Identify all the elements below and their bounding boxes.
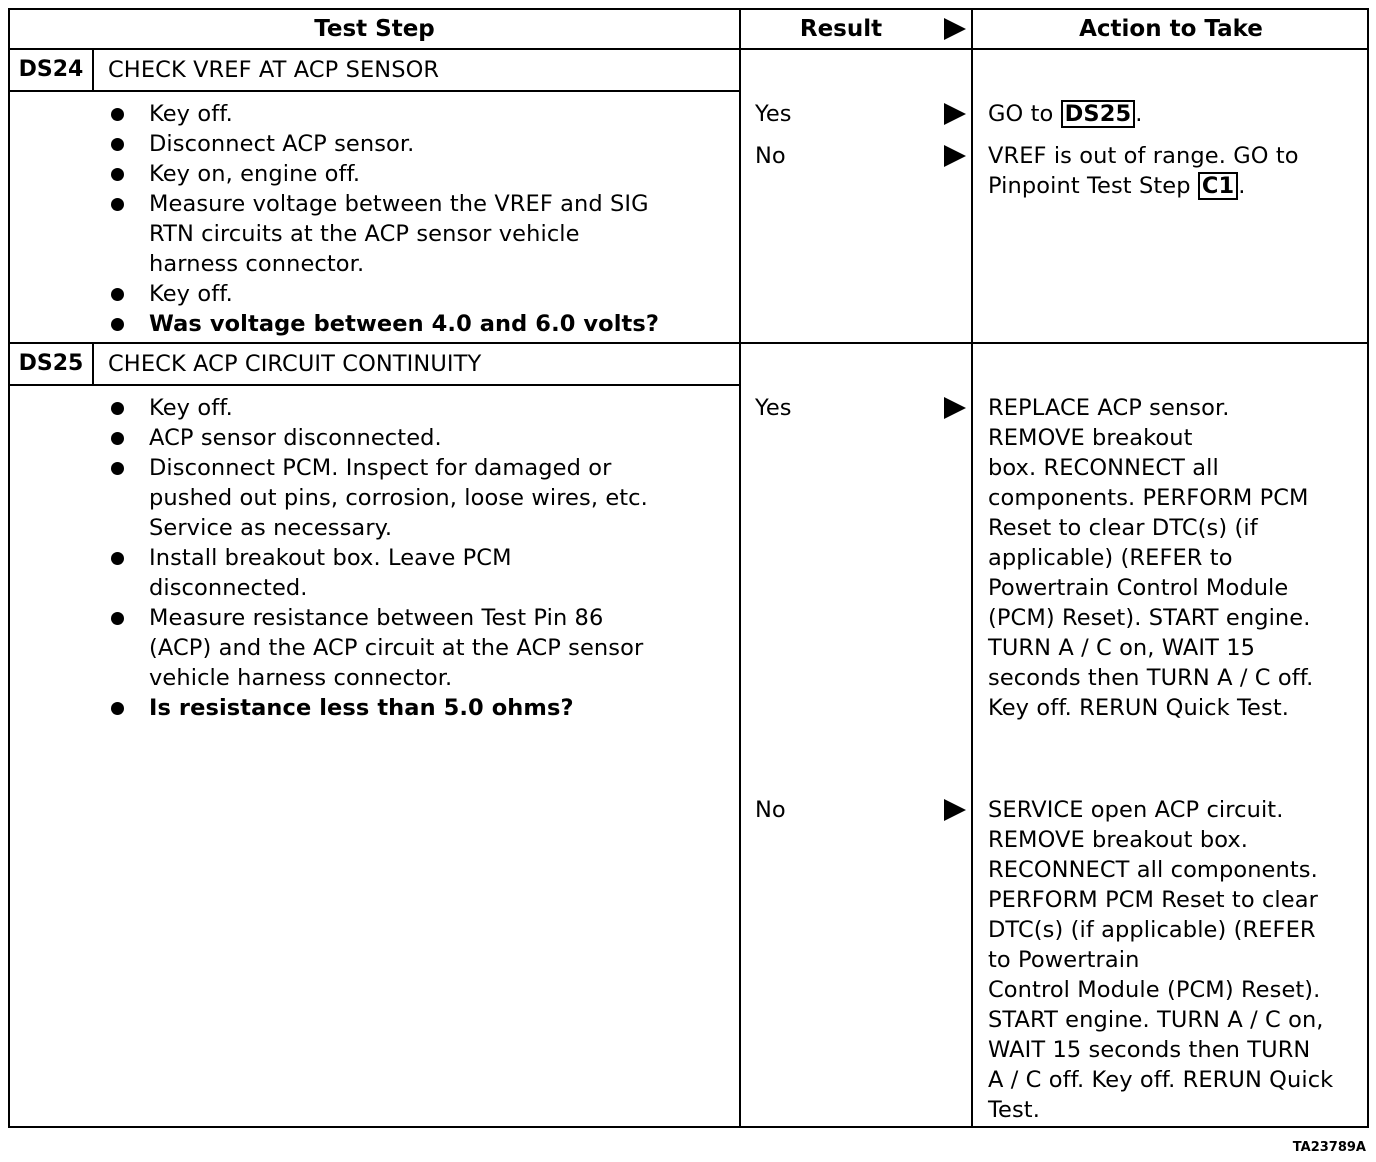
bullet-text: Disconnect PCM. Inspect for damaged or [149,455,612,481]
bullet-text: Key on, engine off. [149,161,361,187]
result-arrow-icon [944,799,966,821]
bullet-text: ACP sensor disconnected. [149,425,442,451]
bullet-icon [111,198,124,211]
action-text: REMOVE breakout [988,425,1193,451]
action-text: REPLACE ACP sensor. [988,395,1230,421]
bullet-icon [111,168,124,181]
result-label: No [755,143,786,169]
action-text: A / C off. Key off. RERUN Quick [988,1067,1334,1093]
bullet-icon [111,108,124,121]
bullet-text: Service as necessary. [149,515,393,541]
bullet-icon [111,432,124,445]
step-title-divider [10,384,739,386]
step-title: CHECK VREF AT ACP SENSOR [108,57,440,83]
step-divider [10,342,1367,344]
result-arrow-icon [944,397,966,419]
action-text: SERVICE open ACP circuit. [988,797,1284,823]
header-test-step: Test Step [314,16,435,42]
action-text: TURN A / C on, WAIT 15 [988,635,1256,661]
bullet-text: vehicle harness connector. [149,665,453,691]
bullet-text: (ACP) and the ACP circuit at the ACP sensor [149,635,644,661]
result-label: Yes [755,101,792,127]
bullet-text: Measure resistance between Test Pin 86 [149,605,604,631]
bullet-text: disconnected. [149,575,308,601]
action-text: Control Module (PCM) Reset). [988,977,1321,1003]
result-label: No [755,797,786,823]
action-text: (PCM) Reset). START engine. [988,605,1311,631]
action-text-part: Pinpoint Test Step [988,173,1198,199]
action-text: Key off. RERUN Quick Test. [988,695,1289,721]
bullet-icon [111,702,124,715]
figure-id: TA23789A [1292,1140,1366,1155]
action-text [988,99,1143,129]
bullet-text: Measure voltage between the VREF and SIG [149,191,649,217]
step-title-divider [10,90,739,92]
result-arrow-icon [944,145,966,167]
action-text: components. PERFORM PCM [988,485,1309,511]
result-label: Yes [755,395,792,421]
bullet-text: RTN circuits at the ACP sensor vehicle [149,221,580,247]
header-divider [10,48,1367,50]
bullet-icon [111,138,124,151]
bullet-text: harness connector. [149,251,365,277]
action-text: box. RECONNECT all [988,455,1219,481]
action-text: Reset to clear DTC(s) (if [988,515,1258,541]
action-text: REMOVE breakout box. [988,827,1249,853]
action-text [988,171,1246,201]
bullet-text: Install breakout box. Leave PCM [149,545,512,571]
action-text: seconds then TURN A / C off. [988,665,1314,691]
action-text: WAIT 15 seconds then TURN [988,1037,1311,1063]
bullet-text-question: Is resistance less than 5.0 ohms? [149,695,574,721]
header-action: Action to Take [1079,16,1263,42]
step-code: DS25 [18,351,84,376]
col-divider-result [739,10,741,1126]
header-result: Result [799,16,883,42]
bullet-text: Key off. [149,281,233,307]
bullet-text: Disconnect ACP sensor. [149,131,415,157]
step-code: DS24 [18,57,84,82]
action-text: PERFORM PCM Reset to clear [988,887,1318,913]
bullet-icon [111,288,124,301]
action-text: RECONNECT all components. [988,857,1318,883]
result-arrow-icon [944,103,966,125]
col-divider-action [971,10,973,1126]
diagnostic-table [8,8,1369,1128]
action-text: Powertrain Control Module [988,575,1289,601]
bullet-text: pushed out pins, corrosion, loose wires, etc. [149,485,648,511]
bullet-icon [111,462,124,475]
action-text: Test. [988,1097,1040,1123]
bullet-icon [111,402,124,415]
code-divider [92,344,94,384]
bullet-icon [111,612,124,625]
header-arrow-icon [944,18,966,40]
action-text-part: . [1238,173,1246,199]
bullet-text: Key off. [149,101,233,127]
step-reference-c1[interactable]: C1 [1198,172,1238,200]
step-title: CHECK ACP CIRCUIT CONTINUITY [108,351,482,377]
action-text: DTC(s) (if applicable) (REFER [988,917,1316,943]
step-reference-ds25[interactable]: DS25 [1061,100,1136,128]
action-text: START engine. TURN A / C on, [988,1007,1324,1033]
action-text-part: . [1135,101,1143,127]
action-text: to Powertrain [988,947,1140,973]
action-text: applicable) (REFER to [988,545,1233,571]
bullet-text-question: Was voltage between 4.0 and 6.0 volts? [149,311,660,337]
bullet-icon [111,552,124,565]
bullet-text: Key off. [149,395,233,421]
code-divider [92,50,94,90]
action-text: VREF is out of range. GO to [988,143,1299,169]
bullet-icon [111,318,124,331]
action-text-part: GO to [988,101,1061,127]
